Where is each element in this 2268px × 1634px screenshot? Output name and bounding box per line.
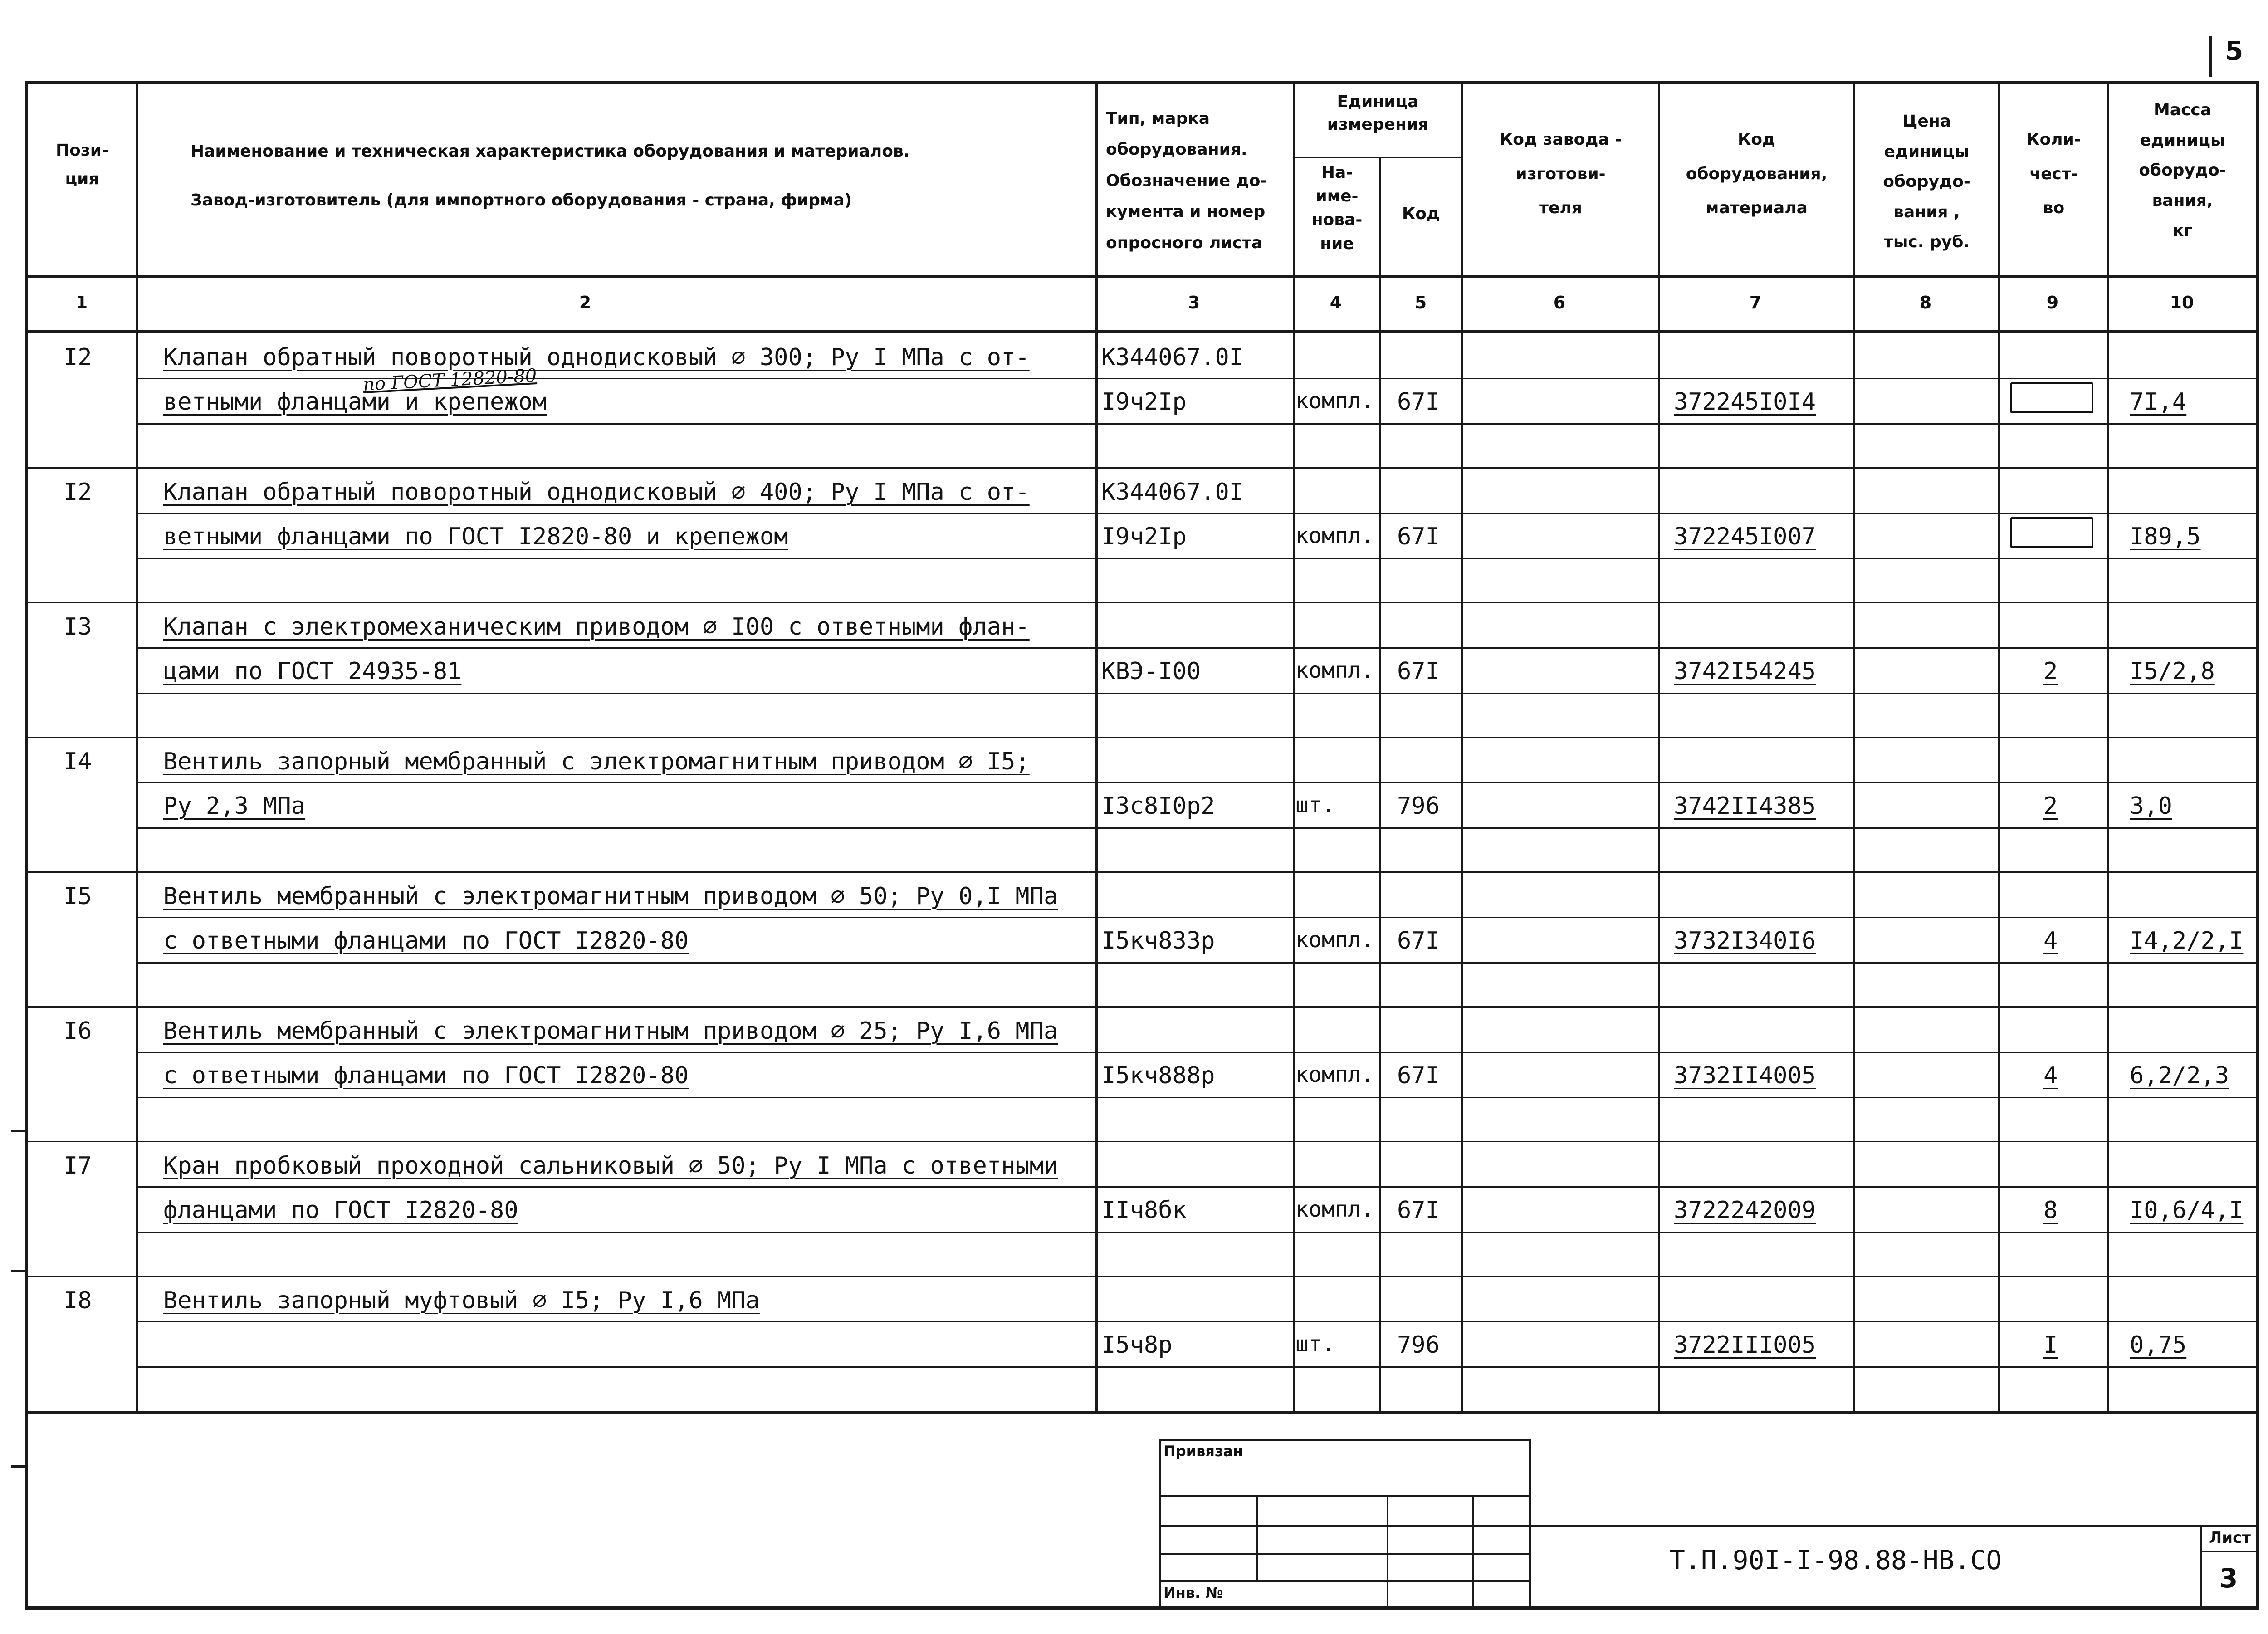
sheet-number: 3 xyxy=(2219,1563,2238,1594)
equipment-code: 3722242009 xyxy=(1674,1197,1816,1224)
unit-code: 67I xyxy=(1397,927,1440,954)
corner-mark xyxy=(2209,36,2212,77)
description-line-1: Кран пробковый проходной сальниковый ⌀ 50; Ру I МПа с ответными xyxy=(163,1152,1058,1179)
header-col2: Наименование и техническая характеристика оборудования и материалов. Завод-изготовитель (для импортного оборудования - страна, фирма) xyxy=(191,142,910,210)
sheet-box-left xyxy=(2200,1525,2202,1610)
quantity: 4 xyxy=(2043,1062,2058,1089)
type-mark: I9ч2Iр xyxy=(1101,523,1187,550)
row-subline xyxy=(136,423,2259,425)
row-subline xyxy=(136,917,2259,918)
equipment-code: 3742II4385 xyxy=(1674,793,1816,820)
position-number: I5 xyxy=(64,883,92,910)
type-mark: I5кч888р xyxy=(1101,1062,1215,1089)
unit-code: 796 xyxy=(1397,1331,1440,1359)
unit-mass: 6,2/2,3 xyxy=(2130,1062,2229,1089)
type-mark: I3с8I0р2 xyxy=(1101,793,1215,820)
unit-name: компл. xyxy=(1295,927,1374,953)
row-separator xyxy=(25,871,2259,873)
row-subline xyxy=(136,558,2259,559)
unit-mass: I4,2/2,I xyxy=(2130,927,2244,954)
equipment-code: 372245I007 xyxy=(1674,523,1816,550)
header-col4: На- име- нова- ние xyxy=(1311,163,1363,253)
margin-tick xyxy=(11,1465,27,1468)
type-designation: К344067.0I xyxy=(1101,479,1244,506)
row-subline xyxy=(136,782,2259,783)
header-bottom-line xyxy=(25,275,2259,278)
description-line-2: ветными фланцами по ГОСТ I2820-80 и крепежом xyxy=(163,523,788,550)
header-col8: Цена единицы оборудо- вания , тыс. руб. xyxy=(1883,112,1970,252)
stamp-line-4 xyxy=(1159,1580,1531,1582)
row-subline xyxy=(136,1366,2259,1368)
description-line-1: Вентиль запорный муфтовый ⌀ I5; Ру I,6 МПа xyxy=(163,1287,760,1314)
position-number: I8 xyxy=(64,1287,92,1314)
stamp-v-3 xyxy=(1472,1495,1474,1610)
unit-mass: 7I,4 xyxy=(2130,388,2187,416)
row-separator xyxy=(25,467,2259,469)
header-col10: Масса единицы оборудо- вания, кг xyxy=(2139,101,2226,240)
col-sep-1 xyxy=(136,81,138,1412)
type-mark: I5кч833р xyxy=(1101,927,1215,954)
row-subline xyxy=(136,827,2259,829)
stamp-line-2 xyxy=(1159,1525,1531,1527)
col-sep-3 xyxy=(1293,81,1295,1412)
description-line-2: фланцами по ГОСТ I2820-80 xyxy=(163,1197,518,1224)
quantity: I xyxy=(2043,1331,2058,1359)
header-col1: Пози- ция xyxy=(56,141,108,188)
quantity: 2 xyxy=(2043,658,2058,685)
stamp-right xyxy=(1529,1439,1531,1610)
row-separator xyxy=(25,602,2259,603)
stamp-line-3 xyxy=(1159,1553,1531,1555)
description-line-2: ветными фланцами и крепежом xyxy=(163,388,547,416)
document-code: Т.П.90I-I-98.88-НВ.СО xyxy=(1669,1545,2002,1575)
position-number: I2 xyxy=(64,479,92,506)
colnum-7: 7 xyxy=(1749,293,1762,313)
description-line-1: Вентиль мембранный с электромагнитным приводом ⌀ 50; Ру 0,I МПа xyxy=(163,883,1058,910)
col-sep-7 xyxy=(1853,81,1855,1412)
type-mark: I9ч2Iр xyxy=(1101,388,1187,416)
row-separator xyxy=(25,1141,2259,1142)
unit-mass: I5/2,8 xyxy=(2130,658,2215,685)
colnum-bottom-line xyxy=(25,330,2259,333)
frame-top xyxy=(25,81,2259,84)
unit-code: 67I xyxy=(1397,388,1440,416)
row-separator xyxy=(25,1276,2259,1277)
sheet-box-line xyxy=(2200,1551,2257,1552)
colnum-3: 3 xyxy=(1188,293,1200,313)
stamp-left xyxy=(1159,1439,1161,1610)
equipment-code: 3732II4005 xyxy=(1674,1062,1816,1089)
quantity: 2 xyxy=(2043,793,2058,820)
stamp-v-2 xyxy=(1387,1495,1388,1610)
type-mark: I5ч8р xyxy=(1101,1331,1173,1359)
stamp-top xyxy=(1159,1439,1531,1441)
header-col5: Код xyxy=(1402,205,1440,223)
description-line-1: Клапан обратный поворотный однодисковый ⌀ 400; Ру I МПа с от- xyxy=(163,479,1030,506)
description-line-2: с ответными фланцами по ГОСТ I2820-80 xyxy=(163,927,689,954)
row-subline xyxy=(136,1052,2259,1053)
row-separator xyxy=(25,737,2259,738)
position-number: I7 xyxy=(64,1152,92,1179)
equipment-code: 3732I340I6 xyxy=(1674,927,1816,954)
handwritten-note: по ГОСТ 12820-80 xyxy=(362,365,538,396)
unit-mass: I89,5 xyxy=(2130,523,2201,550)
row-subline xyxy=(136,513,2259,514)
row-subline xyxy=(136,647,2259,649)
quantity: 4 xyxy=(2043,927,2058,954)
equipment-code: 372245I0I4 xyxy=(1674,388,1816,416)
row-subline xyxy=(136,693,2259,694)
title-block-line xyxy=(1531,1525,2257,1527)
stamp-inv: Инв. № xyxy=(1163,1584,1223,1601)
frame-right xyxy=(2256,81,2259,1610)
unit-code: 67I xyxy=(1397,523,1440,550)
position-number: I2 xyxy=(64,344,92,371)
equipment-code: 3722III005 xyxy=(1674,1331,1816,1359)
unit-name: компл. xyxy=(1295,1197,1374,1222)
row-subline xyxy=(136,1232,2259,1233)
header-unit-group: Единица измерения xyxy=(1327,93,1429,134)
colnum-4: 4 xyxy=(1330,293,1342,313)
type-mark: КВЭ-I00 xyxy=(1101,658,1201,685)
colnum-8: 8 xyxy=(1919,293,1932,313)
unit-code: 67I xyxy=(1397,658,1440,685)
description-line-2: с ответными фланцами по ГОСТ I2820-80 xyxy=(163,1062,689,1089)
page-number: 5 xyxy=(2225,35,2244,66)
unit-code: 796 xyxy=(1397,793,1440,820)
col-sep-8 xyxy=(1998,81,2000,1412)
unit-name: шт. xyxy=(1295,793,1335,818)
unit-name: компл. xyxy=(1295,658,1374,683)
col-sep-5 xyxy=(1461,81,1463,1412)
unit-mass: 0,75 xyxy=(2130,1331,2187,1359)
colnum-1: 1 xyxy=(75,293,88,313)
row-subline xyxy=(136,1097,2259,1098)
description-line-1: Клапан обратный поворотный однодисковый ⌀ 300; Ру I МПа с от- xyxy=(163,344,1030,371)
type-mark: IIч8бк xyxy=(1101,1197,1187,1224)
col-sep-2 xyxy=(1095,81,1098,1412)
description-line-2: цами по ГОСТ 24935-81 xyxy=(163,658,462,685)
sheet-label: Лист xyxy=(2209,1529,2251,1547)
row-subline xyxy=(136,1321,2259,1322)
position-number: I4 xyxy=(64,748,92,775)
unit-name: компл. xyxy=(1295,388,1374,414)
unit-name: шт. xyxy=(1295,1331,1335,1357)
quantity-box xyxy=(2010,517,2093,548)
unit-name: компл. xyxy=(1295,1062,1374,1087)
unit-group-line xyxy=(1293,157,1461,158)
description-line-1: Вентиль запорный мембранный с электромагнитным приводом ⌀ I5; xyxy=(163,748,1030,775)
margin-tick xyxy=(11,1270,27,1272)
colnum-5: 5 xyxy=(1414,293,1427,313)
colnum-9: 9 xyxy=(2046,293,2059,313)
col-sep-4 xyxy=(1379,157,1381,1412)
unit-mass: I0,6/4,I xyxy=(2130,1197,2244,1224)
row-subline xyxy=(136,962,2259,964)
stamp-v-1 xyxy=(1256,1495,1258,1581)
quantity: 8 xyxy=(2043,1197,2058,1224)
equipment-code: 3742I54245 xyxy=(1674,658,1816,685)
position-number: I6 xyxy=(64,1018,92,1045)
row-separator xyxy=(25,1006,2259,1008)
description-line-1: Вентиль мембранный с электромагнитным приводом ⌀ 25; Ру I,6 МПа xyxy=(163,1018,1058,1045)
position-number: I3 xyxy=(64,613,92,641)
frame-left xyxy=(25,81,28,1610)
col-sep-9 xyxy=(2107,81,2109,1412)
header-col9: Коли- чест- во xyxy=(2026,130,2081,218)
table-bottom-line xyxy=(25,1411,2259,1414)
quantity-box xyxy=(2010,382,2093,413)
colnum-6: 6 xyxy=(1553,293,1566,313)
col-sep-6 xyxy=(1658,81,1660,1412)
frame-bottom xyxy=(25,1606,2259,1610)
description-line-2: Ру 2,3 МПа xyxy=(163,793,306,820)
margin-tick xyxy=(11,1130,27,1132)
header-col7: Код оборудования, материала xyxy=(1686,130,1828,218)
unit-mass: 3,0 xyxy=(2130,793,2172,820)
description-line-1: Клапан с электромеханическим приводом ⌀ I00 с ответными флан- xyxy=(163,613,1030,641)
unit-name: компл. xyxy=(1295,523,1374,548)
colnum-2: 2 xyxy=(579,293,591,313)
header-col6: Код завода - изготови- теля xyxy=(1499,130,1622,218)
stamp-line-1 xyxy=(1159,1495,1531,1497)
unit-code: 67I xyxy=(1397,1197,1440,1224)
stamp-privyazan: Привязан xyxy=(1163,1443,1243,1460)
row-subline xyxy=(136,1186,2259,1188)
colnum-10: 10 xyxy=(2170,293,2194,313)
unit-code: 67I xyxy=(1397,1062,1440,1089)
type-designation: К344067.0I xyxy=(1101,344,1244,371)
header-col3: Тип, марка оборудования. Обозначение до- кумента и номер опросного листа xyxy=(1106,109,1267,252)
